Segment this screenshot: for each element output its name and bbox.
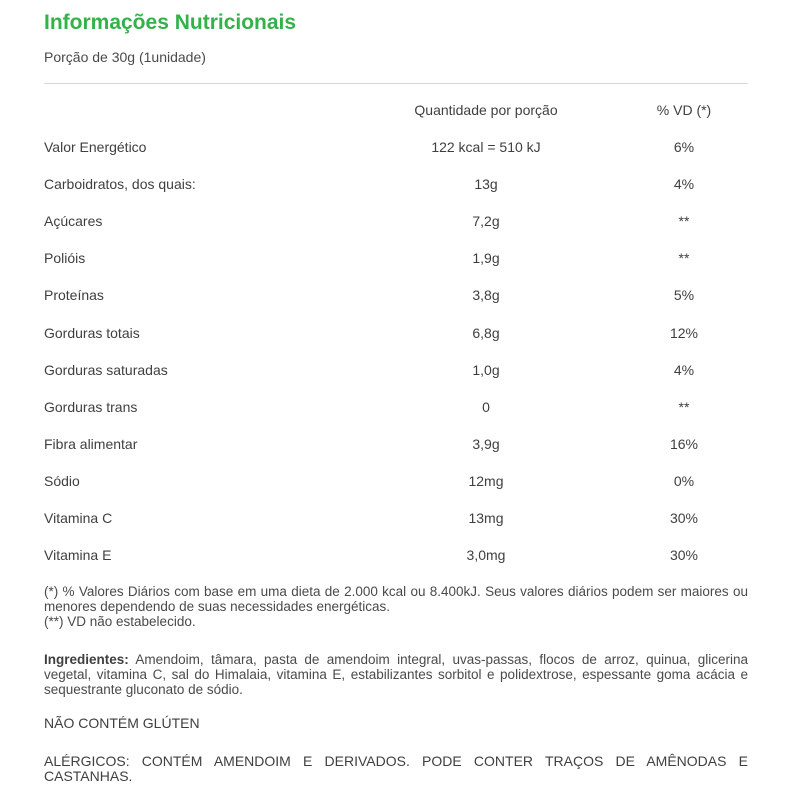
cell-name: Valor Energético: [44, 139, 147, 155]
cell-vd: 12%: [669, 325, 699, 341]
ingredients: [44, 652, 748, 697]
cell-name: Vitamina C: [44, 510, 113, 526]
table-row: [0, 508, 800, 528]
cell-name: Gorduras saturadas: [44, 362, 168, 378]
portion-size: Porção de 30g (1unidade): [44, 49, 206, 65]
table-row: [0, 360, 800, 380]
table-row: [0, 174, 800, 194]
cell-quantity: 6,8g: [472, 325, 500, 341]
cell-name: Carboidratos, dos quais:: [44, 176, 196, 192]
divider: [44, 83, 748, 84]
cell-name: Vitamina E: [44, 547, 112, 563]
header-quantity: Quantidade por porção: [414, 102, 558, 118]
ingredients-label: Ingredientes:: [44, 652, 129, 667]
cell-name: Gorduras totais: [44, 325, 140, 341]
cell-quantity: 1,9g: [472, 250, 500, 266]
cell-quantity: 12mg: [468, 473, 504, 489]
gluten-statement: NÃO CONTÉM GLÚTEN: [44, 715, 200, 731]
cell-vd: 6%: [673, 139, 695, 155]
ingredients-text: Amendoim, tâmara, pasta de amendoim integral, uvas-passas, flocos de arroz, quinua, glicerina vegetal, vitamina C, sal do Himalaia, vitamina E, estabilizantes sorbitol e polidextrose, espessante goma acácia e sequestrante gluconato de sódio.: [44, 652, 748, 697]
cell-quantity: 0: [482, 399, 490, 415]
cell-quantity: 7,2g: [472, 213, 500, 229]
table-row: [0, 471, 800, 491]
cell-quantity: 3,8g: [472, 287, 500, 303]
table-row: [0, 545, 800, 565]
cell-vd: **: [678, 213, 690, 229]
vd-footnote: (*) % Valores Diários com base em uma dieta de 2.000 kcal ou 8.400kJ. Seus valores diários podem ser maiores ou menores dependendo de suas necessidades energéticas.: [44, 584, 748, 614]
cell-name: Proteínas: [44, 287, 104, 303]
cell-vd: 30%: [669, 547, 699, 563]
cell-vd: 0%: [673, 473, 695, 489]
cell-quantity: 3,0mg: [466, 547, 506, 563]
table-row: [0, 211, 800, 231]
cell-vd: 4%: [673, 176, 695, 192]
na-footnote: (**) VD não estabelecido.: [44, 614, 196, 629]
cell-name: Gorduras trans: [44, 399, 138, 415]
cell-vd: 5%: [673, 287, 695, 303]
cell-quantity: 13g: [474, 176, 498, 192]
cell-name: Polióis: [44, 250, 86, 266]
footnotes: [44, 584, 748, 629]
table-row: [0, 434, 800, 454]
cell-name: Fibra alimentar: [44, 436, 138, 452]
cell-vd: 30%: [669, 510, 699, 526]
header-vd: % VD (*): [656, 102, 712, 118]
cell-vd: **: [678, 399, 690, 415]
cell-vd: **: [678, 250, 690, 266]
cell-name: Açúcares: [44, 213, 103, 229]
table-row: [0, 137, 800, 157]
cell-quantity: 1,0g: [472, 362, 500, 378]
table-row: [0, 397, 800, 417]
page-title: Informações Nutricionais: [44, 11, 297, 34]
cell-quantity: 122 kcal = 510 kJ: [431, 139, 541, 155]
cell-vd: 16%: [669, 436, 699, 452]
table-header: [0, 100, 800, 120]
cell-name: Sódio: [44, 473, 80, 489]
allergens-statement: ALÉRGICOS: CONTÉM AMENDOIM E DERIVADOS. PODE CONTER TRAÇOS DE AMÊNODAS E CASTANHAS.: [44, 753, 748, 784]
cell-quantity: 13mg: [468, 510, 504, 526]
table-row: [0, 323, 800, 343]
table-row: [0, 285, 800, 305]
table-row: [0, 248, 800, 268]
cell-quantity: 3,9g: [472, 436, 500, 452]
cell-vd: 4%: [673, 362, 695, 378]
